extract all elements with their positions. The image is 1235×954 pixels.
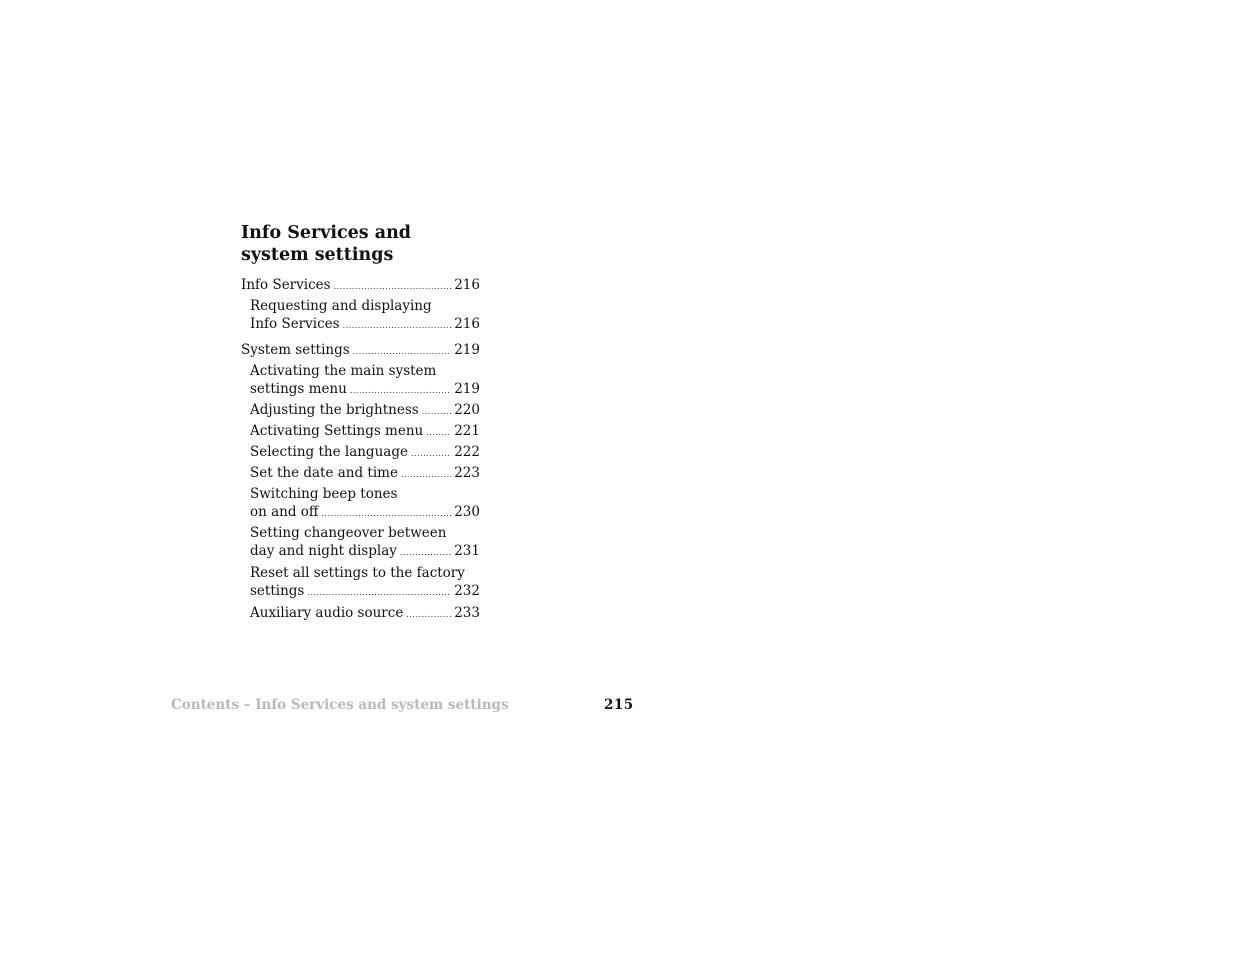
toc-entry-label: day and night display — [250, 543, 397, 559]
toc-entry-label-line: Reset all settings to the factory — [250, 565, 465, 581]
page-number: 215 — [604, 697, 634, 713]
toc-entry-label: settings menu — [250, 381, 347, 397]
dot-leader — [307, 584, 451, 602]
toc-entry-label: Auxiliary audio source — [250, 605, 404, 621]
toc-entry-label: System settings — [241, 342, 350, 358]
dot-leader — [411, 445, 451, 463]
dot-leader — [350, 382, 451, 400]
toc-entry-page: 220 — [454, 402, 480, 418]
toc-entry[interactable] — [241, 341, 480, 359]
toc-entry-label: Info Services — [241, 277, 331, 293]
dot-leader — [334, 278, 452, 296]
toc-entry[interactable] — [250, 464, 480, 482]
dot-leader — [406, 606, 451, 624]
toc-entry-label: Selecting the language — [250, 444, 408, 460]
toc-entry-page: 219 — [454, 381, 480, 397]
toc-entry-page: 219 — [454, 342, 480, 358]
toc-entry-label: Set the date and time — [250, 465, 398, 481]
toc-entry-page: 230 — [454, 504, 480, 520]
section-title: Info Services and system settings — [241, 223, 412, 265]
dot-leader — [401, 466, 451, 484]
toc-entry-page: 222 — [454, 444, 480, 460]
toc-entry[interactable] — [241, 276, 480, 294]
toc-entry-page: 233 — [454, 605, 480, 621]
toc-entry-label-line: Switching beep tones — [250, 486, 398, 502]
dot-leader — [343, 317, 452, 335]
toc-entry-page: 232 — [454, 583, 480, 599]
toc-entry[interactable] — [250, 443, 480, 461]
toc-entry[interactable] — [250, 524, 480, 560]
dot-leader — [353, 343, 452, 361]
toc-entry[interactable] — [250, 422, 480, 440]
toc-entry-page: 216 — [454, 316, 480, 332]
toc-entry[interactable] — [250, 485, 480, 521]
toc-entry[interactable] — [250, 297, 480, 333]
toc-entry-page: 216 — [454, 277, 480, 293]
toc-entry-page: 223 — [454, 465, 480, 481]
toc-entry[interactable] — [250, 604, 480, 622]
toc-entry-page: 231 — [454, 543, 480, 559]
toc-entry-label-line: Requesting and displaying — [250, 298, 432, 314]
dot-leader — [426, 424, 451, 442]
toc-entry-label-line: Activating the main system — [250, 363, 437, 379]
toc-entry[interactable] — [250, 362, 480, 398]
dot-leader — [400, 544, 451, 562]
dot-leader — [322, 505, 452, 523]
toc-entry-label: settings — [250, 583, 305, 599]
footer-running-title: Contents – Info Services and system settings — [171, 697, 509, 713]
toc-entry-label-line: Setting changeover between — [250, 525, 447, 541]
toc-entry-label: Info Services — [250, 316, 340, 332]
toc-entry-label: Adjusting the brightness — [250, 402, 419, 418]
toc-entry[interactable] — [250, 564, 480, 600]
toc-entry-page: 221 — [454, 423, 480, 439]
toc-entry-label: on and off — [250, 504, 319, 520]
dot-leader — [422, 403, 452, 421]
toc-entry[interactable] — [250, 401, 480, 419]
toc-entry-label: Activating Settings menu — [250, 423, 424, 439]
